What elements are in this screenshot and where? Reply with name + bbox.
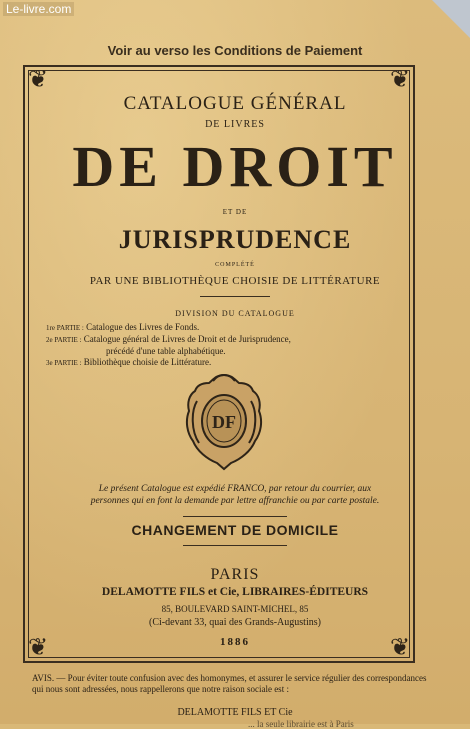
publisher-city: PARIS — [210, 566, 260, 583]
publication-year: 1886 — [220, 636, 250, 648]
division-part-1: 1re PARTIE : Catalogue des Livres de Fonds. — [46, 322, 200, 332]
division-part-2: 2e PARTIE : Catalogue général de Livres de Droit et de Jurisprudence, — [46, 334, 291, 344]
publisher-former-address: (Ci-devant 33, quai des Grands-Augustins) — [149, 617, 321, 628]
changement-rule-bottom — [183, 545, 287, 546]
publisher-name: DELAMOTTE FILS et Cie, LIBRAIRES-ÉDITEURS — [101, 586, 369, 598]
title-de-livres: DE LIVRES — [205, 119, 265, 130]
avis-company-name: DELAMOTTE FILS ET Cie — [177, 707, 293, 718]
title-de-droit: DE DROIT — [72, 134, 398, 199]
publisher-crest-icon — [183, 371, 265, 471]
site-watermark: Le-livre.com — [3, 2, 74, 16]
payment-conditions-notice: Voir au verso les Conditions de Paiement — [107, 43, 363, 58]
corner-ornament-bottom-left-icon: ❦ — [27, 635, 49, 661]
corner-ornament-top-left-icon: ❦ — [27, 67, 49, 93]
crest-monogram: DF — [212, 412, 236, 432]
folded-corner — [432, 0, 470, 38]
division-part-2-continuation: précédé d'une table alphabétique. — [106, 346, 226, 356]
avis-cut-off-line: ... la seule librairie est à Paris — [248, 719, 354, 729]
title-jurisprudence: JURISPRUDENCE — [118, 225, 352, 254]
subtitle-bibliotheque: PAR UNE BIBLIOTHÈQUE CHOISIE DE LITTÉRATURE — [89, 275, 381, 287]
corner-ornament-top-right-icon: ❦ — [389, 67, 411, 93]
avis-notice: AVIS. — Pour éviter toute confusion avec des homonymes, et assurer le service régulier des correspondances qui nous sont adressées, nous rappellerons que notre raison sociale est : — [32, 673, 427, 694]
title-et-de: ET DE — [222, 208, 248, 216]
changement-de-domicile: CHANGEMENT DE DOMICILE — [131, 522, 339, 538]
shipping-note — [0, 483, 470, 507]
publisher-address: 85, BOULEVARD SAINT-MICHEL, 85 — [161, 604, 309, 614]
division-parts-list — [46, 322, 406, 369]
division-heading: DIVISION DU CATALOGUE — [175, 309, 295, 318]
divider-rule — [200, 296, 270, 297]
division-part-3: 3e PARTIE : Bibliothèque choisie de Littérature. — [46, 357, 212, 367]
shipping-note-line-1: Le présent Catalogue est expédié FRANCO, par retour du courrier, aux — [98, 484, 372, 494]
corner-ornament-bottom-right-icon: ❦ — [389, 635, 411, 661]
shipping-note-line-2: personnes qui en font la demande par lettre affranchie ou par carte postale. — [90, 496, 380, 506]
changement-rule-top — [183, 516, 287, 517]
subtitle-complete: COMPLÉTÉ — [215, 262, 255, 268]
title-catalogue-general: CATALOGUE GÉNÉRAL — [123, 93, 347, 114]
